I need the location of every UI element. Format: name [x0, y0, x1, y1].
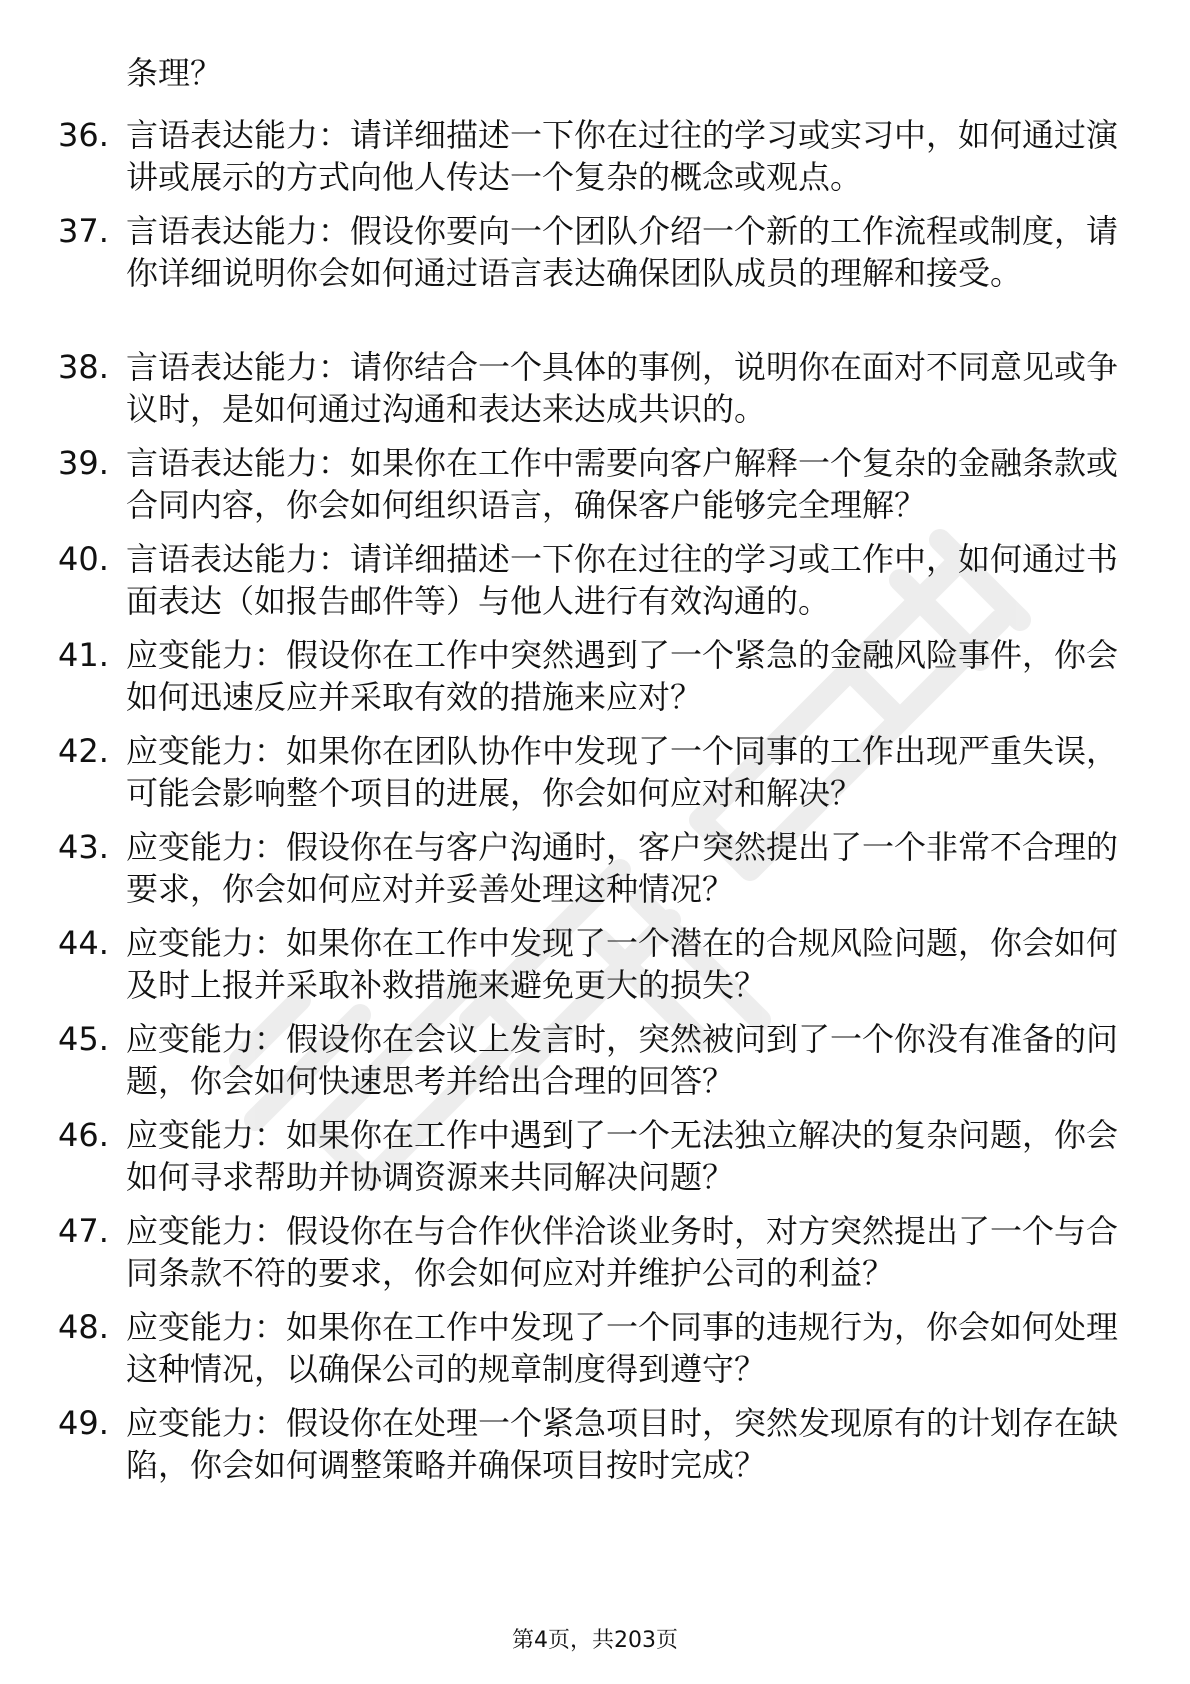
question-text: 言语表达能力：假设你要向一个团队介绍一个新的工作流程或制度，请你详细说明你会如何通过语言表达确保团队成员的理解和接受。 — [126, 212, 1119, 292]
question-item-42 — [58, 730, 1118, 814]
question-item-38 — [58, 346, 1118, 430]
question-item-39 — [58, 442, 1118, 526]
question-text: 应变能力：假设你在与合作伙伴洽谈业务时，对方突然提出了一个与合同条款不符的要求，你会如何应对并维护公司的利益？ — [126, 1212, 1119, 1292]
question-number: 41. — [58, 636, 109, 674]
question-item-37 — [58, 210, 1118, 294]
question-number: 46. — [58, 1116, 109, 1154]
question-number: 37. — [58, 212, 109, 250]
question-item-41 — [58, 634, 1118, 718]
question-number: 44. — [58, 924, 109, 962]
question-item-43 — [58, 826, 1118, 910]
question-text: 言语表达能力：请详细描述一下你在过往的学习或工作中，如何通过书面表达（如报告邮件等）与他人进行有效沟通的。 — [126, 540, 1119, 620]
question-item-36 — [58, 114, 1118, 198]
question-text: 应变能力：假设你在与客户沟通时，客户突然提出了一个非常不合理的要求，你会如何应对并妥善处理这种情况？ — [126, 828, 1119, 908]
question-text: 应变能力：如果你在工作中发现了一个同事的违规行为，你会如何处理这种情况，以确保公司的规章制度得到遵守？ — [126, 1308, 1119, 1388]
question-text: 应变能力：假设你在处理一个紧急项目时，突然发现原有的计划存在缺陷，你会如何调整策略并确保项目按时完成？ — [126, 1404, 1119, 1484]
question-text: 言语表达能力：如果你在工作中需要向客户解释一个复杂的金融条款或合同内容，你会如何组织语言，确保客户能够完全理解？ — [126, 444, 1119, 524]
question-text: 应变能力：如果你在团队协作中发现了一个同事的工作出现严重失误，可能会影响整个项目的进展，你会如何应对和解决？ — [126, 732, 1119, 812]
question-item-45 — [58, 1018, 1118, 1102]
question-item-40 — [58, 538, 1118, 622]
question-text: 应变能力：如果你在工作中遇到了一个无法独立解决的复杂问题，你会如何寻求帮助并协调资源来共同解决问题？ — [126, 1116, 1119, 1196]
question-number: 49. — [58, 1404, 109, 1442]
question-text: 言语表达能力：请你结合一个具体的事例，说明你在面对不同意见或争议时，是如何通过沟通和表达来达成共识的。 — [126, 348, 1119, 428]
question-text: 应变能力：假设你在会议上发言时，突然被问到了一个你没有准备的问题，你会如何快速思考并给出合理的回答？ — [126, 1020, 1119, 1100]
question-item-47 — [58, 1210, 1118, 1294]
question-item-48 — [58, 1306, 1118, 1390]
question-number: 38. — [58, 348, 109, 386]
page-number-footer: 第4页，共203页 — [512, 1628, 678, 1653]
question-number: 43. — [58, 828, 109, 866]
question-number: 47. — [58, 1212, 109, 1250]
question-text: 言语表达能力：请详细描述一下你在过往的学习或实习中，如何通过演讲或展示的方式向他人传达一个复杂的概念或观点。 — [126, 116, 1119, 196]
continued-question-text: 条理？ — [126, 54, 223, 92]
question-number: 42. — [58, 732, 109, 770]
question-item-49 — [58, 1402, 1118, 1486]
question-text: 应变能力：如果你在工作中发现了一个潜在的合规风险问题，你会如何及时上报并采取补救措施来避免更大的损失？ — [126, 924, 1119, 1004]
question-number: 48. — [58, 1308, 109, 1346]
question-number: 36. — [58, 116, 109, 154]
question-number: 40. — [58, 540, 109, 578]
question-number: 45. — [58, 1020, 109, 1058]
question-item-44 — [58, 922, 1118, 1006]
question-text: 应变能力：假设你在工作中突然遇到了一个紧急的金融风险事件，你会如何迅速反应并采取有效的措施来应对？ — [126, 636, 1119, 716]
question-number: 39. — [58, 444, 109, 482]
question-item-46 — [58, 1114, 1118, 1198]
